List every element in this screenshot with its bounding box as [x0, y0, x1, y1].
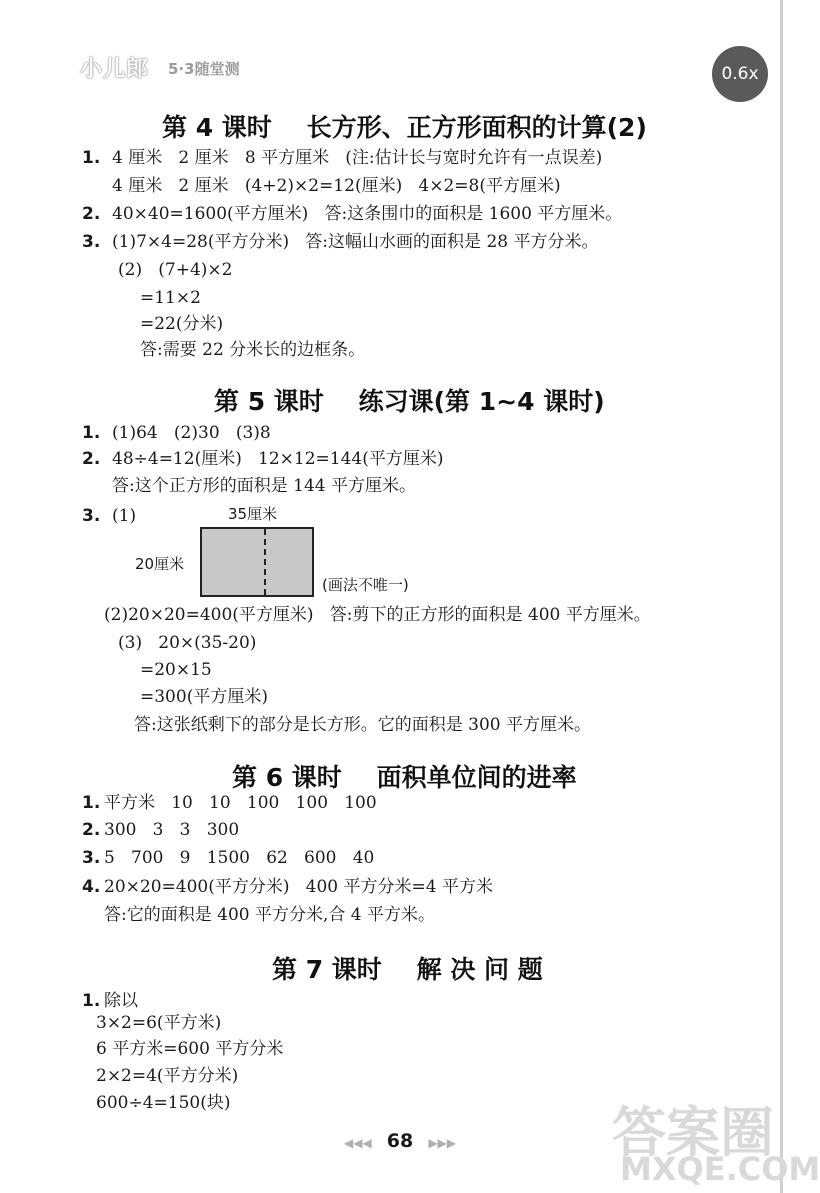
s4-q3-line3: =11×2 [140, 288, 201, 308]
s4-q1-line2: 4 厘米 2 厘米 (4+2)×2=12(厘米) 4×2=8(平方厘米) [112, 176, 561, 196]
s4-q3-line1: (1)7×4=28(平方分米) 答:这幅山水画的面积是 28 平方分米。 [112, 232, 599, 252]
s6-q3-text: 5 700 9 1500 62 600 40 [104, 848, 375, 868]
logo-subtitle: 5·3随堂测 [168, 60, 240, 78]
s5-q2-number: 2. [82, 449, 101, 469]
s5-q3-number: 3. [82, 506, 101, 526]
rectangle-diagram [200, 527, 314, 597]
s6-q2-number: 2. [82, 820, 101, 840]
s6-q4-line2: 答:它的面积是 400 平方分米,合 4 平方米。 [104, 905, 436, 925]
s5-q1-number: 1. [82, 423, 101, 443]
drawing-note: (画法不唯一) [322, 576, 409, 594]
s4-q3-line5: 答:需要 22 分米长的边框条。 [140, 340, 366, 360]
s7-q1-line2: 3×2=6(平方米) [96, 1013, 222, 1033]
s5-q2-line2: 答:这个正方形的面积是 144 平方厘米。 [112, 476, 416, 496]
s7-q1-number: 1. [82, 991, 101, 1011]
page-edge-shadow [780, 0, 783, 1193]
s5-q2-line1: 48÷4=12(厘米) 12×12=144(平方厘米) [112, 449, 444, 469]
s6-q2-text: 300 3 3 300 [104, 820, 240, 840]
s6-q4-number: 4. [82, 877, 101, 897]
section-4-title: 第 4 课时 长方形、正方形面积的计算(2) [162, 113, 647, 142]
page-number: 68 [386, 1130, 414, 1152]
s4-q1-line1: 4 厘米 2 厘米 8 平方厘米 (注:估计长与宽时允许有一点误差) [112, 148, 603, 168]
s4-q1-number: 1. [82, 148, 101, 168]
page-footer [0, 1130, 800, 1152]
rect-height-label: 20厘米 [135, 555, 185, 573]
rect-width-label: 35厘米 [228, 505, 278, 523]
s7-q1-line3: 6 平方米=600 平方分米 [96, 1039, 284, 1059]
s6-q1-number: 1. [82, 793, 101, 813]
s7-q1-line5: 600÷4=150(块) [96, 1093, 231, 1113]
s5-q3-line1: (1) [112, 506, 137, 526]
section-7-title: 第 7 课时 解 决 问 题 [272, 955, 543, 984]
s4-q3-line2: (2) (7+4)×2 [118, 260, 233, 280]
s4-q3-number: 3. [82, 232, 101, 252]
logo: 小儿郎 [80, 57, 150, 82]
s5-q3-line5: =300(平方厘米) [140, 687, 268, 707]
watermark-logo: 答案圈 [612, 1101, 774, 1164]
s6-q1-text: 平方米 10 10 100 100 100 [104, 793, 377, 813]
s4-q2-text: 40×40=1600(平方厘米) 答:这条围巾的面积是 1600 平方厘米。 [112, 204, 623, 224]
s7-q1-line4: 2×2=4(平方分米) [96, 1066, 239, 1086]
s5-q1-text: (1)64 (2)30 (3)8 [112, 423, 271, 443]
s5-q3-line2: (2)20×20=400(平方厘米) 答:剪下的正方形的面积是 400 平方厘米。 [104, 605, 651, 625]
s5-q3-line3: (3) 20×(35-20) [118, 633, 257, 653]
s5-q3-line6: 答:这张纸剩下的部分是长方形。它的面积是 300 平方厘米。 [134, 715, 591, 735]
s6-q4-line1: 20×20=400(平方分米) 400 平方分米=4 平方米 [104, 877, 493, 897]
s6-q3-number: 3. [82, 848, 101, 868]
next-arrows-icon: ▶▶▶ [428, 1136, 456, 1150]
s4-q3-line4: =22(分米) [140, 314, 224, 334]
watermark-url: MXQE.COM [620, 1150, 820, 1188]
s7-q1-line1: 除以 [104, 991, 138, 1011]
cut-line [264, 529, 266, 595]
prev-arrows-icon: ◀◀◀ [343, 1136, 372, 1150]
section-5-title: 第 5 课时 练习课(第 1~4 课时) [214, 387, 605, 416]
s4-q2-number: 2. [82, 204, 101, 224]
playback-speed-button[interactable]: 0.6x [712, 46, 768, 102]
section-6-title: 第 6 课时 面积单位间的进率 [232, 763, 577, 792]
s5-q3-line4: =20×15 [140, 660, 212, 680]
